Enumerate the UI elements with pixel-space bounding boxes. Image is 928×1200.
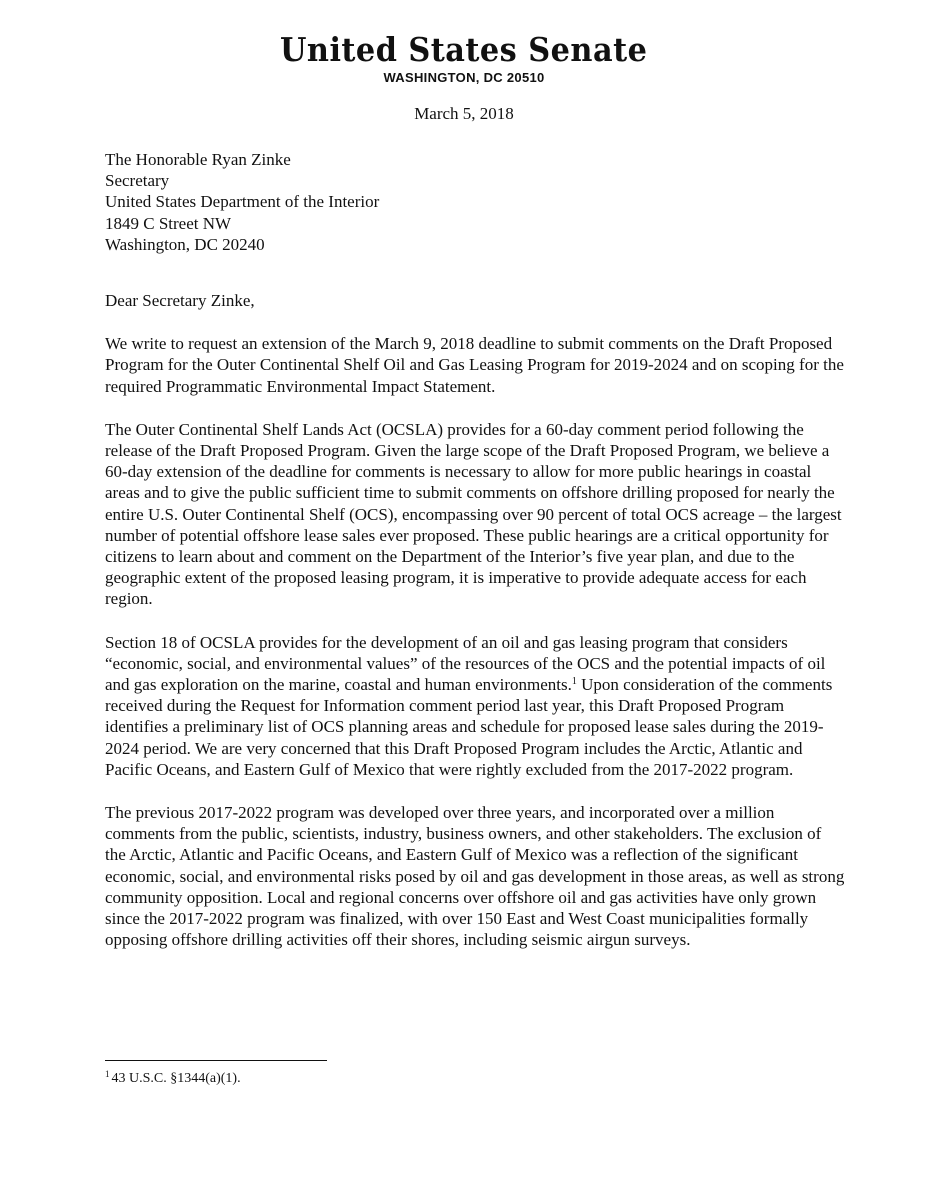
- paragraph-ocsla-comment-period: The Outer Continental Shelf Lands Act (OCSLA) provides for a 60-day comment period following the release of the Draft Proposed Program. Given the large scope of the Draft Proposed Program, we believe a 60-day extension of the deadline for comments is necessary to allow for more public hearings in coastal areas and to give the public sufficient time to submit comments on offshore drilling proposed for nearly the entire U.S. Outer Continental Shelf (OCS), encompassing over 90 percent of total OCS acreage – the largest number of potential offshore lease sales ever proposed. These public hearings are a critical opportunity for citizens to learn about and comment on the Department of the Interior’s five year plan, and due to the geographic extent of the proposed leasing program, it is imperative to provide adequate access for each region.: [105, 419, 842, 609]
- recipient-city: Washington, DC 20240: [105, 234, 265, 254]
- recipient-title: Secretary: [105, 171, 170, 191]
- paragraph-section-18-continued: Upon consideration of the comments received during the Request for Information comment period last year, this Draft Proposed Program identifies a preliminary list of OCS planning areas and schedule for proposed lease sales during the 2019-2024 period. We are very concerned that this Draft Proposed Program includes the Arctic, Atlantic and Pacific Oceans, and Eastern Gulf of Mexico that were rightly excluded from the 2017-2022 program.: [105, 675, 833, 779]
- senate-title: United States Senate: [280, 30, 648, 69]
- paragraph-section-18-text: Section 18 of OCSLA provides for the development of an oil and gas leasing program that considers “economic, social, and environmental values” of the resources of the OCS and the potential impacts of oil and gas exploration on the marine, coastal and human environments.: [105, 632, 826, 695]
- paragraph-section-18: [105, 632, 845, 780]
- recipient-address: [105, 149, 845, 255]
- footnote-text: 43 U.S.C. §1344(a)(1).: [111, 1071, 241, 1086]
- recipient-street: 1849 C Street NW: [105, 213, 232, 233]
- paragraph-previous-program: The previous 2017-2022 program was developed over three years, and incorporated over a million comments from the public, scientists, industry, business owners, and other stakeholders. The exclusion of the Arctic, Atlantic and Pacific Oceans, and Eastern Gulf of Mexico was a reflection of the significant economic, social, and environmental risks posed by oil and gas development in those areas, as well as strong community opposition. Local and regional concerns over offshore oil and gas activities have only grown since the 2017-2022 program was finalized, with over 150 East and West Coast municipalities formally opposing offshore drilling activities off their shores, including seismic airgun surveys.: [105, 803, 845, 950]
- letterhead: [0, 30, 928, 86]
- letter-body: [105, 149, 845, 951]
- recipient-department: United States Department of the Interior: [105, 192, 380, 212]
- footnote-marker: 1: [105, 1069, 110, 1079]
- salutation: Dear Secretary Zinke,: [105, 291, 255, 311]
- letter-date: March 5, 2018: [414, 104, 514, 123]
- footnote-divider: [105, 1060, 327, 1061]
- paragraph-extension-request: We write to request an extension of the March 9, 2018 deadline to submit comments on the Draft Proposed Program for the Outer Continental Shelf Oil and Gas Leasing Program for 2019-2024 and on scoping for the required Programmatic Environmental Impact Statement.: [105, 334, 844, 396]
- recipient-name: The Honorable Ryan Zinke: [105, 150, 291, 169]
- footnote-reference: 1: [571, 676, 577, 688]
- footnote: [105, 1070, 241, 1088]
- letterhead-location: WASHINGTON, DC 20510: [383, 70, 545, 85]
